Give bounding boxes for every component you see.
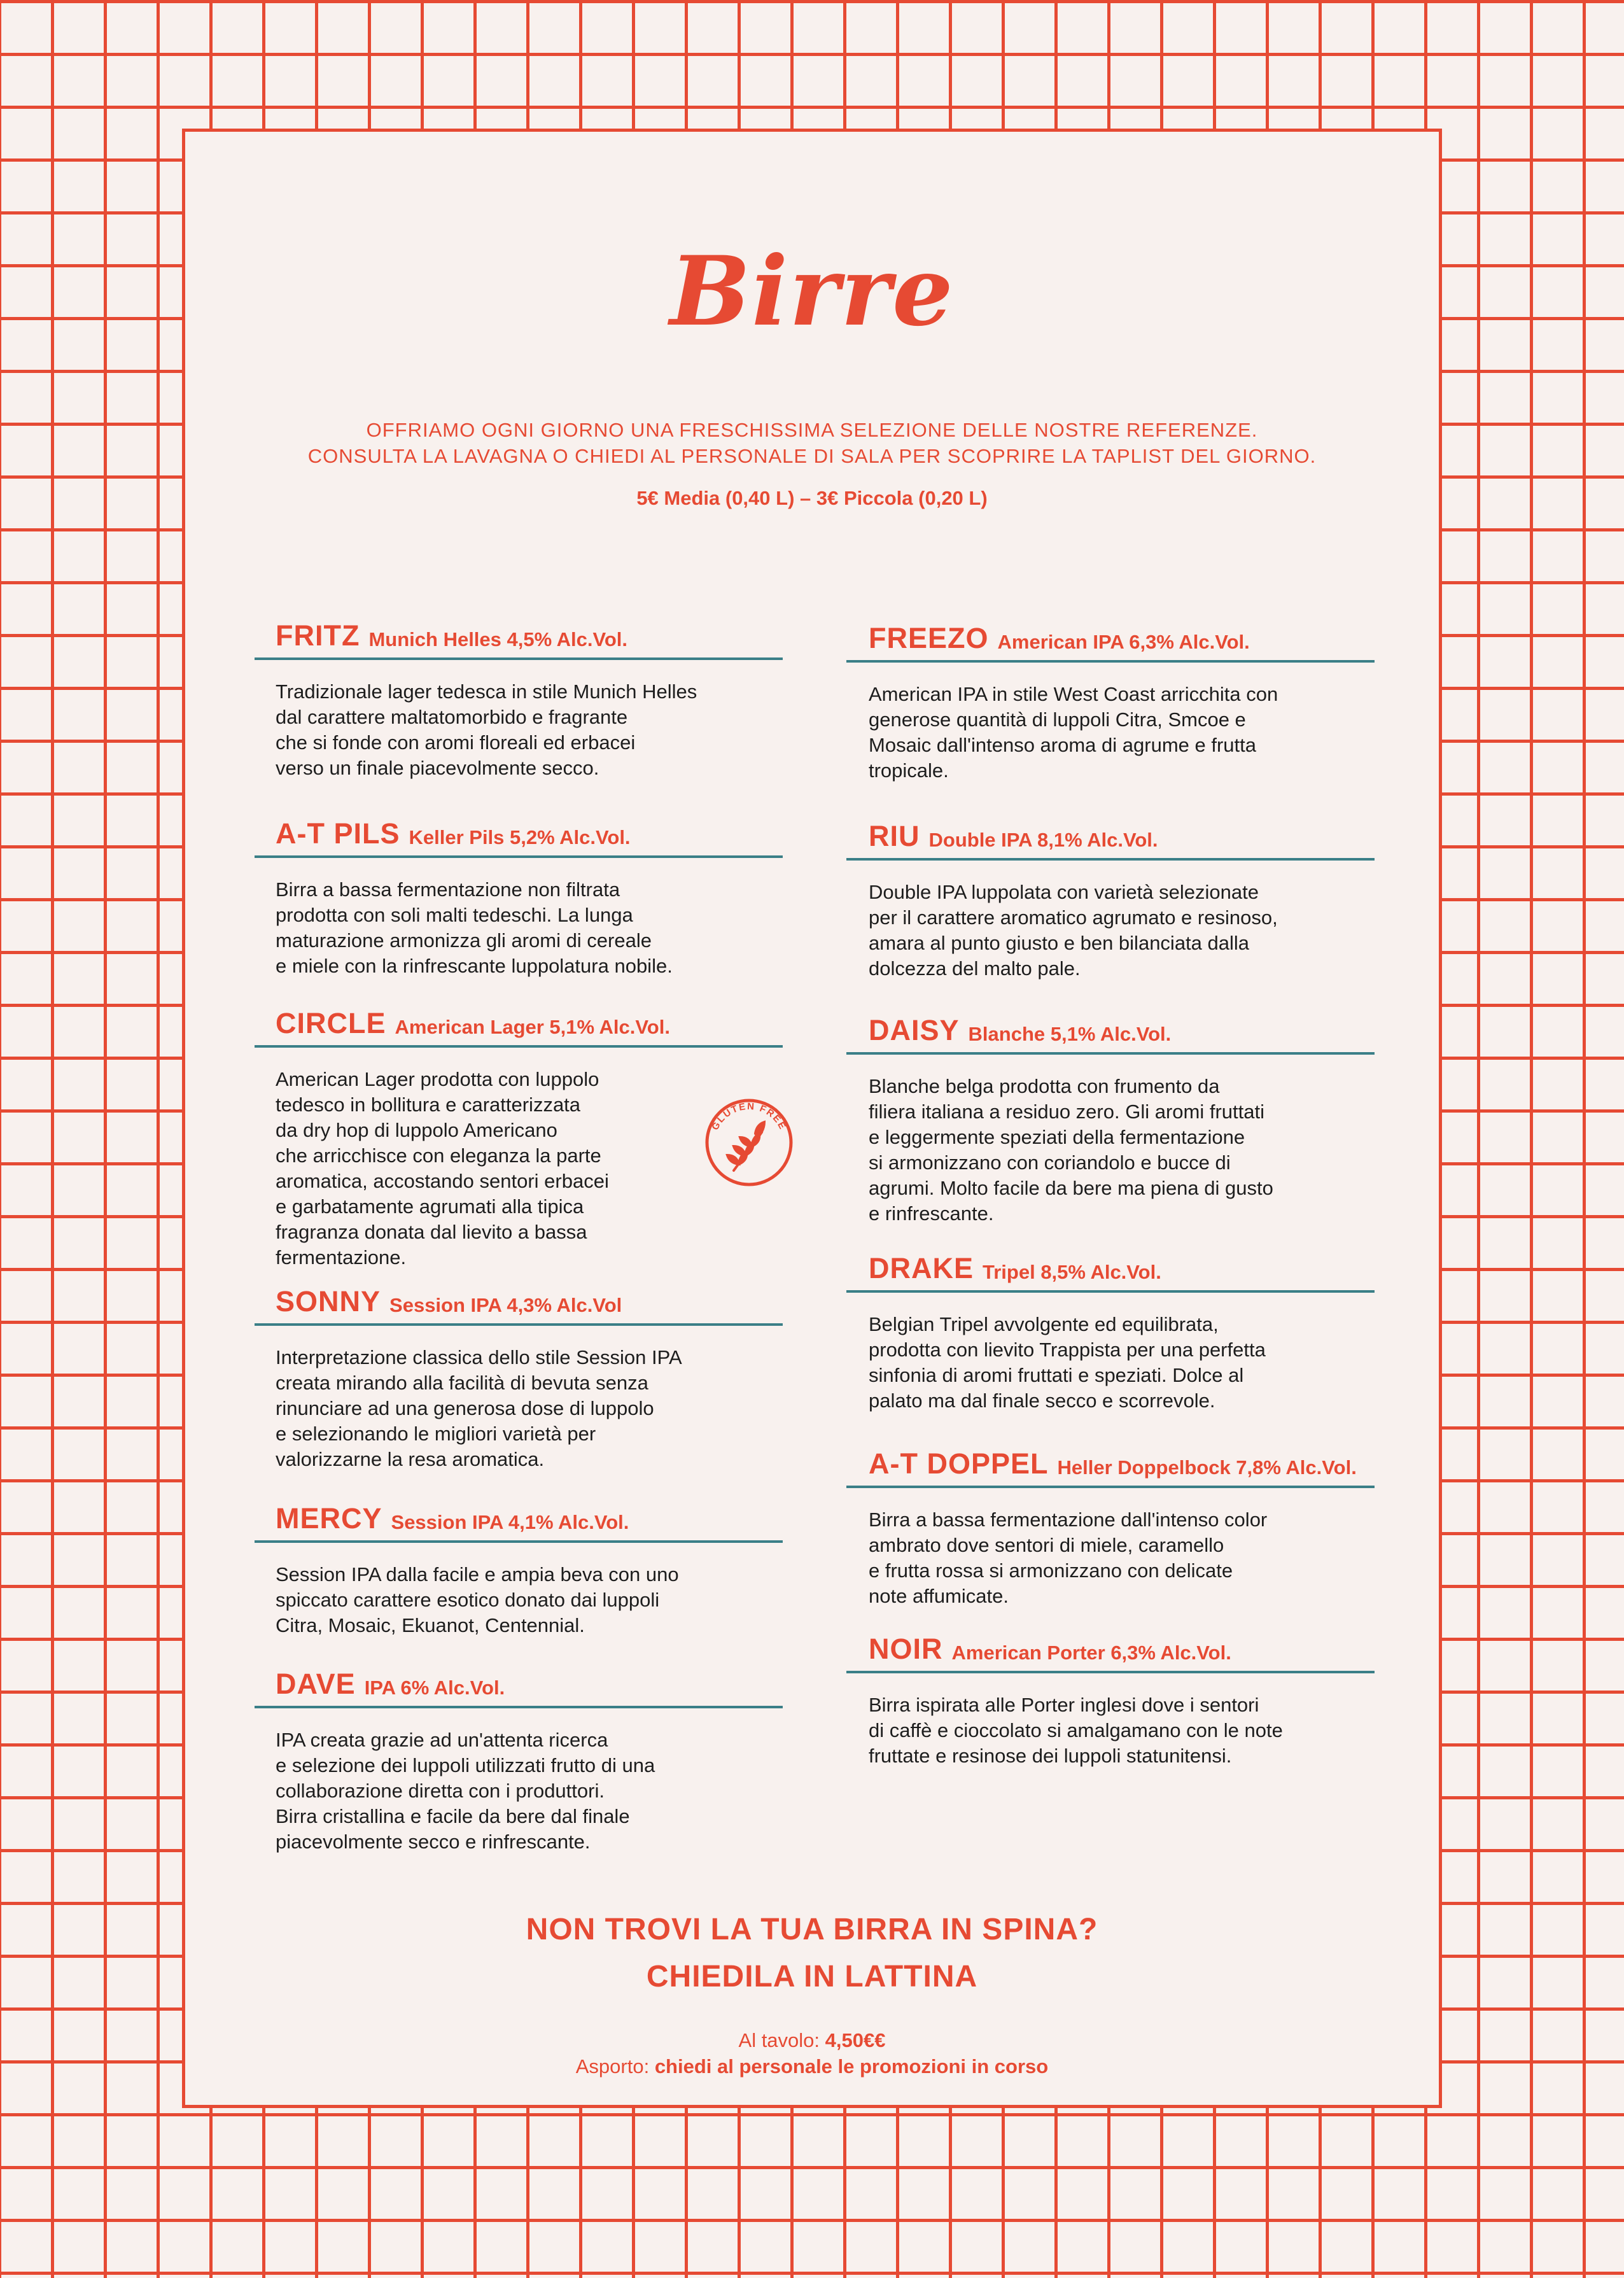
beer-style: Session IPA 4,1% Alc.Vol. xyxy=(391,1511,629,1533)
beer-name: DAVE xyxy=(276,1668,356,1700)
beer-style: American IPA 6,3% Alc.Vol. xyxy=(997,631,1250,653)
beer-header xyxy=(846,1015,1375,1055)
intro-text xyxy=(0,417,1624,469)
table-price-line xyxy=(0,2027,1624,2053)
beer-header xyxy=(255,1008,783,1048)
table-price: 4,50€€ xyxy=(825,2029,886,2051)
beer-style: American Lager 5,1% Alc.Vol. xyxy=(395,1016,670,1038)
beer-riu xyxy=(846,821,1375,981)
beer-name: FREEZO xyxy=(869,622,989,654)
beer-description: Interpretazione classica dello stile Session IPA creata mirando alla facilità di bevuta senza rinunciare ad una generosa dose di luppolo e selezionando le migliori varietà per valorizzarne la resa aromatica. xyxy=(276,1346,682,1470)
takeaway-text: chiedi al personale le promozioni in corso xyxy=(654,2055,1049,2078)
beer-name: A-T PILS xyxy=(276,817,400,850)
beer-fritz xyxy=(255,621,783,781)
badge-text: GLUTEN FREE xyxy=(710,1100,788,1132)
beer-description: IPA creata grazie ad un'attenta ricerca e selezione dei luppoli utilizzati frutto di una collaborazione diretta con i produttori. Birra cristallina e facile da bere dal finale piacevolmente secco e rinfrescante. xyxy=(276,1729,655,1853)
takeaway-label: Asporto: xyxy=(575,2055,655,2078)
beer-description: Birra ispirata alle Porter inglesi dove i sentori di caffè e cioccolato si amalgamano con le note fruttate e resinose dei luppoli statunitensi. xyxy=(869,1694,1283,1767)
beer-name: MERCY xyxy=(276,1502,382,1535)
beer-description: Birra a bassa fermentazione non filtrata prodotta con soli malti tedeschi. La lunga maturazione armonizza gli aromi di cereale e miele con la rinfrescante luppolatura nobile. xyxy=(276,878,673,977)
beer-name: A-T DOPPEL xyxy=(869,1447,1049,1480)
beer-header xyxy=(255,1503,783,1543)
cta-line-1: NON TROVI LA TUA BIRRA IN SPINA? xyxy=(526,1913,1098,1946)
table-label: Al tavolo: xyxy=(738,2029,825,2051)
beer-name: NOIR xyxy=(869,1633,943,1665)
wheat-icon xyxy=(727,1122,764,1171)
beer-header xyxy=(255,819,783,858)
beer-description: Blanche belga prodotta con frumento da filiera italiana a residuo zero. Gli aromi fruttati e leggermente speziati della fermentazione si armonizzano con coriandolo e bucce di agrumi. Molto facile da bere ma piena di gusto e rinfrescante. xyxy=(869,1075,1273,1225)
svg-text:GLUTEN FREE xyxy=(710,1101,788,1132)
beer-at-doppel xyxy=(846,1449,1375,1609)
beer-style: Session IPA 4,3% Alc.Vol xyxy=(389,1294,622,1316)
beer-dave xyxy=(255,1669,783,1855)
gluten-free-badge xyxy=(701,1093,797,1190)
beer-description: Session IPA dalla facile e ampia beva con uno spiccato carattere esotico donato dai luppoli Citra, Mosaic, Ekuanot, Centennial. xyxy=(276,1563,679,1636)
beer-name: RIU xyxy=(869,820,920,852)
beer-header xyxy=(255,1286,783,1326)
beer-drake xyxy=(846,1253,1375,1414)
beer-description: American Lager prodotta con luppolo tedesco in bollitura e caratterizzata da dry hop di luppolo Americano che arricchisce con eleganza la parte aromatica, accostando sentori erbacei e garbatamente agrumati alla tipica fragranza donata dal lievito a bassa fermentazione. xyxy=(276,1068,609,1269)
cans-callout xyxy=(0,1906,1624,2000)
beer-freezo xyxy=(846,623,1375,784)
beer-description: American IPA in stile West Coast arricchita con generose quantità di luppoli Citra, Smcoe e Mosaic dall'intenso aroma di agrume e frutta tropicale. xyxy=(869,683,1278,782)
beer-at-pils xyxy=(255,819,783,979)
beer-header xyxy=(846,821,1375,861)
intro-line-1: OFFRIAMO OGNI GIORNO UNA FRESCHISSIMA SELEZIONE DELLE NOSTRE REFERENZE. xyxy=(366,419,1258,441)
beer-name: DRAKE xyxy=(869,1252,974,1284)
takeaway-line xyxy=(0,2053,1624,2079)
beer-header xyxy=(846,1449,1375,1488)
cta-line-2: CHIEDILA IN LATTINA xyxy=(646,1960,978,1993)
beer-name: DAISY xyxy=(869,1014,960,1046)
beer-description: Belgian Tripel avvolgente ed equilibrata, prodotta con lievito Trappista per una perfetta sinfonia di aromi fruttati e speziati. Dolce al palato ma dal finale secco e scorrevole. xyxy=(869,1313,1266,1412)
beer-mercy xyxy=(255,1503,783,1638)
beer-description: Birra a bassa fermentazione dall'intenso color ambrato dove sentori di miele, caramello e frutta rossa si armonizzano con delicate note affumicate. xyxy=(869,1508,1268,1607)
page-title: Birre xyxy=(669,236,955,348)
beer-name: SONNY xyxy=(276,1285,381,1318)
beer-header xyxy=(255,621,783,660)
price-info: 5€ Media (0,40 L) – 3€ Piccola (0,20 L) xyxy=(636,487,988,509)
beer-header xyxy=(846,1253,1375,1293)
beer-style: IPA 6% Alc.Vol. xyxy=(364,1677,505,1699)
beer-style: Tripel 8,5% Alc.Vol. xyxy=(983,1261,1161,1283)
beer-style: American Porter 6,3% Alc.Vol. xyxy=(951,1642,1231,1664)
beer-style: Double IPA 8,1% Alc.Vol. xyxy=(928,829,1158,851)
beer-daisy xyxy=(846,1015,1375,1227)
beer-style: Munich Helles 4,5% Alc.Vol. xyxy=(368,628,628,650)
beer-description: Double IPA luppolata con varietà selezionate per il carattere aromatico agrumato e resinoso, amara al punto giusto e ben bilanciata dalla dolcezza del malto pale. xyxy=(869,881,1278,980)
intro-line-2: CONSULTA LA LAVAGNA O CHIEDI AL PERSONALE DI SALA PER SCOPRIRE LA TAPLIST DEL GIORNO. xyxy=(307,445,1317,467)
beer-name: FRITZ xyxy=(276,619,360,652)
beer-style: Heller Doppelbock 7,8% Alc.Vol. xyxy=(1057,1456,1357,1479)
beer-noir xyxy=(846,1634,1375,1769)
beer-style: Keller Pils 5,2% Alc.Vol. xyxy=(409,826,631,848)
beer-header xyxy=(846,623,1375,663)
footer-info xyxy=(0,2027,1624,2079)
beer-header xyxy=(255,1669,783,1708)
beer-header xyxy=(846,1634,1375,1673)
beer-name: CIRCLE xyxy=(276,1007,386,1039)
beer-style: Blanche 5,1% Alc.Vol. xyxy=(968,1023,1172,1045)
beer-sonny xyxy=(255,1286,783,1472)
beer-description: Tradizionale lager tedesca in stile Munich Helles dal carattere maltatomorbido e fragrante che si fonde con aromi floreali ed erbacei verso un finale piacevolmente secco. xyxy=(276,680,697,779)
